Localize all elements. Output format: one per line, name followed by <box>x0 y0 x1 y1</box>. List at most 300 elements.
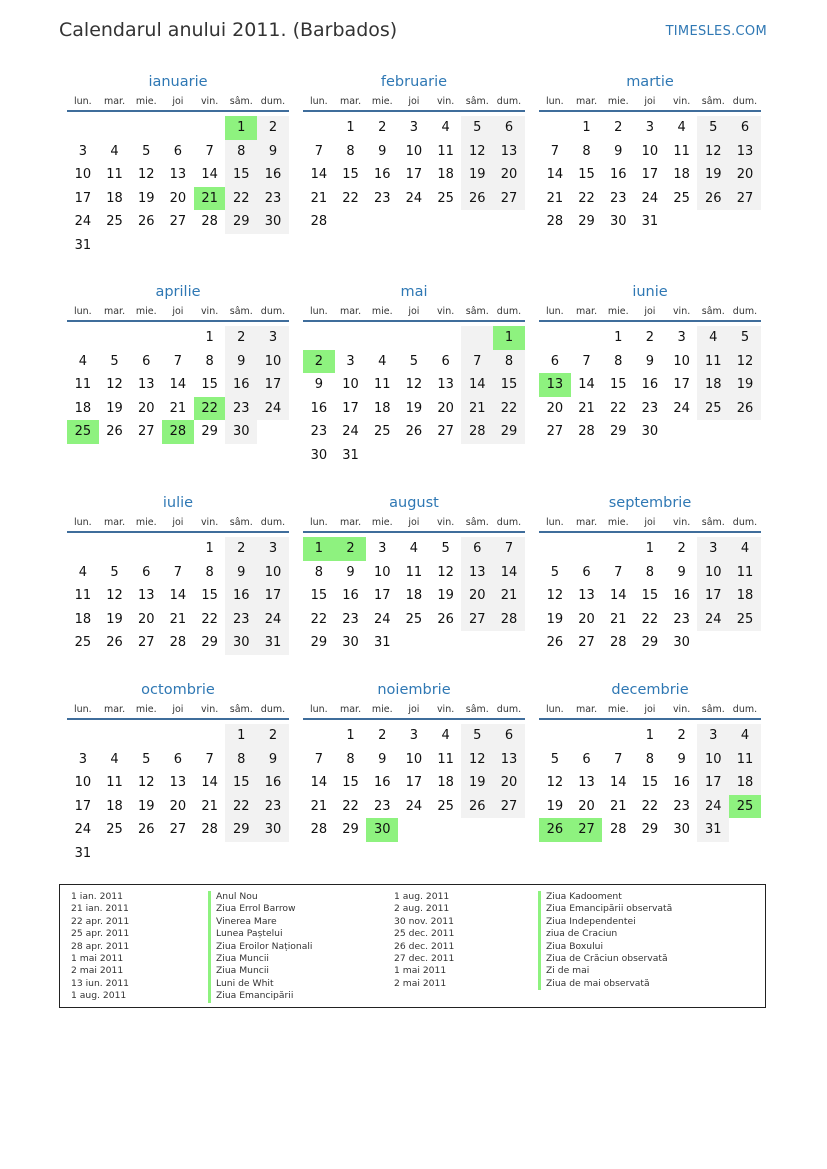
day-cell[interactable]: 6 <box>550 353 559 369</box>
day-cell[interactable]: 18 <box>729 584 761 608</box>
day-cell[interactable]: 23 <box>373 798 391 814</box>
day-cell[interactable]: 28 <box>201 214 218 230</box>
day-cell[interactable]: 17 <box>405 167 423 183</box>
day-cell[interactable]: 15 <box>310 588 328 604</box>
day-cell[interactable]: 11 <box>437 751 454 767</box>
day-cell[interactable]: 24 <box>697 795 729 819</box>
holiday-day-cell[interactable]: 2 <box>303 350 335 374</box>
day-cell[interactable]: 5 <box>142 143 151 159</box>
day-cell[interactable]: 11 <box>405 564 423 580</box>
day-cell[interactable]: 24 <box>673 400 690 416</box>
day-cell[interactable]: 28 <box>546 214 564 230</box>
day-cell[interactable]: 11 <box>697 350 729 374</box>
day-cell[interactable]: 21 <box>609 798 627 814</box>
day-cell[interactable]: 8 <box>582 143 591 159</box>
day-cell[interactable]: 22 <box>310 611 328 627</box>
day-cell[interactable]: 14 <box>201 775 218 791</box>
day-cell[interactable]: 22 <box>641 798 659 814</box>
day-cell[interactable]: 7 <box>205 751 214 767</box>
day-cell[interactable]: 18 <box>106 190 123 206</box>
day-cell[interactable]: 21 <box>169 400 187 416</box>
day-cell[interactable]: 29 <box>201 635 218 651</box>
day-cell[interactable]: 6 <box>142 564 151 580</box>
day-cell[interactable]: 9 <box>677 564 686 580</box>
day-cell[interactable]: 13 <box>578 588 595 604</box>
day-cell[interactable]: 8 <box>205 564 214 580</box>
day-cell[interactable]: 23 <box>310 424 328 440</box>
day-cell[interactable]: 11 <box>729 561 761 585</box>
day-cell[interactable]: 7 <box>582 353 591 369</box>
day-cell[interactable]: 12 <box>137 775 155 791</box>
day-cell[interactable]: 28 <box>493 608 525 632</box>
day-cell[interactable]: 16 <box>673 588 690 604</box>
day-cell[interactable]: 6 <box>582 751 591 767</box>
day-cell[interactable]: 26 <box>729 397 761 421</box>
day-cell[interactable]: 24 <box>405 190 423 206</box>
day-cell[interactable]: 18 <box>74 400 92 416</box>
day-cell[interactable]: 3 <box>409 120 419 135</box>
day-cell[interactable]: 20 <box>493 163 525 187</box>
day-cell[interactable]: 19 <box>461 163 493 187</box>
day-cell[interactable]: 17 <box>641 167 659 183</box>
day-cell[interactable]: 25 <box>74 635 92 651</box>
day-cell[interactable]: 10 <box>74 775 92 791</box>
day-cell[interactable]: 1 <box>614 330 623 345</box>
day-cell[interactable]: 30 <box>609 214 627 230</box>
holiday-day-cell[interactable]: 1 <box>225 116 257 140</box>
day-cell[interactable]: 27 <box>461 608 493 632</box>
day-cell[interactable]: 3 <box>78 751 87 767</box>
day-cell[interactable]: 8 <box>346 143 355 159</box>
day-cell[interactable]: 26 <box>546 635 564 651</box>
day-cell[interactable]: 1 <box>346 120 355 135</box>
day-cell[interactable]: 21 <box>201 798 218 814</box>
day-cell[interactable]: 27 <box>546 424 564 440</box>
day-cell[interactable]: 6 <box>173 751 183 767</box>
day-cell[interactable]: 17 <box>74 190 92 206</box>
day-cell[interactable]: 8 <box>346 751 355 767</box>
day-cell[interactable]: 12 <box>729 350 761 374</box>
day-cell[interactable]: 12 <box>437 564 454 580</box>
day-cell[interactable]: 3 <box>378 541 387 556</box>
holiday-day-cell[interactable]: 21 <box>194 187 226 211</box>
day-cell[interactable]: 5 <box>409 353 419 369</box>
day-cell[interactable]: 25 <box>697 397 729 421</box>
day-cell[interactable]: 14 <box>201 167 218 183</box>
day-cell[interactable]: 8 <box>614 353 623 369</box>
day-cell[interactable]: 30 <box>257 210 289 234</box>
day-cell[interactable]: 19 <box>137 190 155 206</box>
day-cell[interactable]: 3 <box>346 353 355 369</box>
day-cell[interactable]: 23 <box>257 795 289 819</box>
day-cell[interactable]: 29 <box>641 822 659 838</box>
day-cell[interactable]: 27 <box>729 187 761 211</box>
day-cell[interactable]: 16 <box>373 775 391 791</box>
day-cell[interactable]: 18 <box>697 373 729 397</box>
day-cell[interactable]: 5 <box>697 116 729 140</box>
day-cell[interactable]: 2 <box>677 728 686 743</box>
day-cell[interactable]: 9 <box>346 564 355 580</box>
day-cell[interactable]: 24 <box>697 608 729 632</box>
holiday-day-cell[interactable]: 2 <box>335 537 367 561</box>
day-cell[interactable]: 1 <box>346 728 355 743</box>
day-cell[interactable]: 5 <box>550 564 559 580</box>
day-cell[interactable]: 25 <box>673 190 690 206</box>
day-cell[interactable]: 25 <box>437 190 454 206</box>
day-cell[interactable]: 25 <box>405 611 423 627</box>
day-cell[interactable]: 13 <box>578 775 595 791</box>
day-cell[interactable]: 16 <box>673 775 690 791</box>
day-cell[interactable]: 10 <box>641 143 659 159</box>
day-cell[interactable]: 23 <box>641 400 659 416</box>
day-cell[interactable]: 12 <box>461 140 493 164</box>
day-cell[interactable]: 1 <box>582 120 591 135</box>
day-cell[interactable]: 3 <box>257 326 289 350</box>
day-cell[interactable]: 2 <box>378 728 387 743</box>
day-cell[interactable]: 8 <box>225 748 257 772</box>
day-cell[interactable]: 18 <box>437 167 454 183</box>
day-cell[interactable]: 19 <box>106 400 123 416</box>
day-cell[interactable]: 17 <box>342 400 359 416</box>
day-cell[interactable]: 15 <box>225 163 257 187</box>
day-cell[interactable]: 12 <box>546 588 564 604</box>
day-cell[interactable]: 29 <box>201 424 218 440</box>
day-cell[interactable]: 13 <box>169 775 187 791</box>
day-cell[interactable]: 19 <box>461 771 493 795</box>
day-cell[interactable]: 23 <box>257 187 289 211</box>
day-cell[interactable]: 5 <box>110 564 119 580</box>
day-cell[interactable]: 9 <box>314 377 323 393</box>
day-cell[interactable]: 18 <box>405 588 423 604</box>
day-cell[interactable]: 3 <box>257 537 289 561</box>
day-cell[interactable]: 25 <box>373 424 391 440</box>
day-cell[interactable]: 31 <box>641 214 659 230</box>
day-cell[interactable]: 11 <box>729 748 761 772</box>
day-cell[interactable]: 6 <box>493 116 525 140</box>
day-cell[interactable]: 2 <box>614 120 623 135</box>
day-cell[interactable]: 2 <box>378 120 387 135</box>
day-cell[interactable]: 20 <box>461 584 493 608</box>
day-cell[interactable]: 15 <box>342 775 359 791</box>
day-cell[interactable]: 27 <box>578 635 595 651</box>
day-cell[interactable]: 12 <box>697 140 729 164</box>
day-cell[interactable]: 14 <box>310 775 328 791</box>
day-cell[interactable]: 13 <box>437 377 454 393</box>
day-cell[interactable]: 24 <box>74 822 92 838</box>
day-cell[interactable]: 28 <box>201 822 218 838</box>
day-cell[interactable]: 21 <box>493 584 525 608</box>
day-cell[interactable]: 7 <box>173 353 183 369</box>
day-cell[interactable]: 27 <box>437 424 454 440</box>
day-cell[interactable]: 1 <box>225 724 257 748</box>
day-cell[interactable]: 13 <box>137 588 155 604</box>
day-cell[interactable]: 4 <box>729 537 761 561</box>
day-cell[interactable]: 12 <box>106 377 123 393</box>
day-cell[interactable]: 9 <box>645 353 655 369</box>
day-cell[interactable]: 29 <box>578 214 595 230</box>
day-cell[interactable]: 12 <box>106 588 123 604</box>
day-cell[interactable]: 21 <box>609 611 627 627</box>
day-cell[interactable]: 9 <box>677 751 686 767</box>
day-cell[interactable]: 16 <box>310 400 328 416</box>
day-cell[interactable]: 17 <box>697 771 729 795</box>
day-cell[interactable]: 11 <box>437 143 454 159</box>
day-cell[interactable]: 15 <box>225 771 257 795</box>
day-cell[interactable]: 1 <box>205 330 214 345</box>
day-cell[interactable]: 23 <box>373 190 391 206</box>
day-cell[interactable]: 21 <box>310 798 328 814</box>
day-cell[interactable]: 6 <box>461 537 493 561</box>
holiday-day-cell[interactable]: 13 <box>539 373 571 397</box>
day-cell[interactable]: 15 <box>641 775 659 791</box>
day-cell[interactable]: 14 <box>493 561 525 585</box>
day-cell[interactable]: 10 <box>405 751 423 767</box>
day-cell[interactable]: 8 <box>645 751 655 767</box>
day-cell[interactable]: 4 <box>78 353 87 369</box>
day-cell[interactable]: 1 <box>645 541 655 556</box>
day-cell[interactable]: 7 <box>550 143 559 159</box>
day-cell[interactable]: 16 <box>225 373 257 397</box>
day-cell[interactable]: 22 <box>609 400 627 416</box>
day-cell[interactable]: 22 <box>225 795 257 819</box>
day-cell[interactable]: 27 <box>493 187 525 211</box>
day-cell[interactable]: 11 <box>106 775 123 791</box>
day-cell[interactable]: 12 <box>546 775 564 791</box>
day-cell[interactable]: 13 <box>493 140 525 164</box>
day-cell[interactable]: 24 <box>405 798 423 814</box>
day-cell[interactable]: 26 <box>461 187 493 211</box>
day-cell[interactable]: 27 <box>137 635 155 651</box>
day-cell[interactable]: 27 <box>169 214 187 230</box>
day-cell[interactable]: 2 <box>225 326 257 350</box>
day-cell[interactable]: 14 <box>310 167 328 183</box>
day-cell[interactable]: 22 <box>342 190 359 206</box>
day-cell[interactable]: 17 <box>373 588 391 604</box>
day-cell[interactable]: 5 <box>729 326 761 350</box>
day-cell[interactable]: 28 <box>169 635 187 651</box>
day-cell[interactable]: 3 <box>677 330 686 345</box>
day-cell[interactable]: 19 <box>546 611 564 627</box>
day-cell[interactable]: 7 <box>493 537 525 561</box>
day-cell[interactable]: 20 <box>578 611 595 627</box>
day-cell[interactable]: 23 <box>673 611 690 627</box>
day-cell[interactable]: 3 <box>697 537 729 561</box>
holiday-day-cell[interactable]: 26 <box>539 818 571 842</box>
day-cell[interactable]: 21 <box>169 611 187 627</box>
day-cell[interactable]: 16 <box>342 588 359 604</box>
day-cell[interactable]: 8 <box>314 564 323 580</box>
day-cell[interactable]: 29 <box>609 424 627 440</box>
day-cell[interactable]: 12 <box>137 167 155 183</box>
day-cell[interactable]: 4 <box>677 120 686 135</box>
day-cell[interactable]: 31 <box>74 845 92 861</box>
brand-link[interactable]: TIMESLES.COM <box>665 24 767 39</box>
day-cell[interactable]: 29 <box>225 210 257 234</box>
day-cell[interactable]: 16 <box>609 167 627 183</box>
day-cell[interactable]: 4 <box>409 541 419 556</box>
day-cell[interactable]: 4 <box>110 751 119 767</box>
day-cell[interactable]: 2 <box>677 541 686 556</box>
day-cell[interactable]: 1 <box>205 541 214 556</box>
day-cell[interactable]: 7 <box>461 350 493 374</box>
day-cell[interactable]: 30 <box>225 631 257 655</box>
day-cell[interactable]: 29 <box>641 635 659 651</box>
day-cell[interactable]: 22 <box>493 397 525 421</box>
day-cell[interactable]: 15 <box>201 377 218 393</box>
day-cell[interactable]: 24 <box>373 611 391 627</box>
day-cell[interactable]: 18 <box>729 771 761 795</box>
day-cell[interactable]: 5 <box>142 751 151 767</box>
day-cell[interactable]: 27 <box>137 424 155 440</box>
day-cell[interactable]: 11 <box>106 167 123 183</box>
day-cell[interactable]: 21 <box>310 190 328 206</box>
day-cell[interactable]: 19 <box>437 588 454 604</box>
day-cell[interactable]: 3 <box>78 143 87 159</box>
day-cell[interactable]: 31 <box>342 447 359 463</box>
day-cell[interactable]: 10 <box>342 377 359 393</box>
day-cell[interactable]: 7 <box>314 143 323 159</box>
day-cell[interactable]: 26 <box>106 424 123 440</box>
day-cell[interactable]: 22 <box>225 187 257 211</box>
day-cell[interactable]: 11 <box>74 588 92 604</box>
day-cell[interactable]: 11 <box>74 377 92 393</box>
day-cell[interactable]: 15 <box>342 167 359 183</box>
day-cell[interactable]: 15 <box>578 167 595 183</box>
day-cell[interactable]: 28 <box>609 822 627 838</box>
day-cell[interactable]: 31 <box>697 818 729 842</box>
day-cell[interactable]: 7 <box>173 564 183 580</box>
day-cell[interactable]: 29 <box>310 635 328 651</box>
day-cell[interactable]: 13 <box>461 561 493 585</box>
day-cell[interactable]: 13 <box>169 167 187 183</box>
day-cell[interactable]: 5 <box>550 751 559 767</box>
day-cell[interactable]: 11 <box>673 143 690 159</box>
holiday-day-cell[interactable]: 28 <box>162 420 194 444</box>
day-cell[interactable]: 9 <box>225 350 257 374</box>
day-cell[interactable]: 4 <box>441 728 450 743</box>
day-cell[interactable]: 14 <box>169 377 187 393</box>
day-cell[interactable]: 3 <box>409 728 419 743</box>
day-cell[interactable]: 21 <box>546 190 564 206</box>
day-cell[interactable]: 7 <box>205 143 214 159</box>
day-cell[interactable]: 25 <box>729 608 761 632</box>
day-cell[interactable]: 19 <box>137 798 155 814</box>
day-cell[interactable]: 21 <box>578 400 595 416</box>
day-cell[interactable]: 19 <box>729 373 761 397</box>
day-cell[interactable]: 20 <box>169 798 187 814</box>
day-cell[interactable]: 26 <box>697 187 729 211</box>
day-cell[interactable]: 6 <box>441 353 450 369</box>
day-cell[interactable]: 10 <box>373 564 391 580</box>
day-cell[interactable]: 17 <box>405 775 423 791</box>
day-cell[interactable]: 7 <box>614 564 623 580</box>
day-cell[interactable]: 6 <box>142 353 151 369</box>
day-cell[interactable]: 23 <box>673 798 690 814</box>
day-cell[interactable]: 17 <box>74 798 92 814</box>
day-cell[interactable]: 22 <box>201 611 218 627</box>
day-cell[interactable]: 9 <box>257 140 289 164</box>
day-cell[interactable]: 5 <box>110 353 119 369</box>
day-cell[interactable]: 3 <box>697 724 729 748</box>
day-cell[interactable]: 2 <box>225 537 257 561</box>
day-cell[interactable]: 18 <box>74 611 92 627</box>
day-cell[interactable]: 30 <box>257 818 289 842</box>
day-cell[interactable]: 26 <box>106 635 123 651</box>
day-cell[interactable]: 24 <box>342 424 359 440</box>
day-cell[interactable]: 20 <box>493 771 525 795</box>
day-cell[interactable]: 28 <box>310 822 328 838</box>
day-cell[interactable]: 9 <box>614 143 623 159</box>
day-cell[interactable]: 23 <box>225 608 257 632</box>
day-cell[interactable]: 8 <box>225 140 257 164</box>
day-cell[interactable]: 14 <box>609 775 627 791</box>
day-cell[interactable]: 10 <box>673 353 690 369</box>
day-cell[interactable]: 30 <box>225 420 257 444</box>
day-cell[interactable]: 20 <box>437 400 454 416</box>
day-cell[interactable]: 16 <box>225 584 257 608</box>
day-cell[interactable]: 15 <box>493 373 525 397</box>
day-cell[interactable]: 26 <box>137 822 155 838</box>
day-cell[interactable]: 27 <box>169 822 187 838</box>
day-cell[interactable]: 17 <box>673 377 690 393</box>
day-cell[interactable]: 30 <box>310 447 328 463</box>
day-cell[interactable]: 17 <box>697 584 729 608</box>
day-cell[interactable]: 4 <box>78 564 87 580</box>
day-cell[interactable]: 22 <box>342 798 359 814</box>
day-cell[interactable]: 6 <box>729 116 761 140</box>
day-cell[interactable]: 20 <box>578 798 595 814</box>
day-cell[interactable]: 20 <box>137 400 155 416</box>
day-cell[interactable]: 10 <box>697 748 729 772</box>
day-cell[interactable]: 14 <box>461 373 493 397</box>
day-cell[interactable]: 12 <box>461 748 493 772</box>
day-cell[interactable]: 12 <box>405 377 423 393</box>
day-cell[interactable]: 31 <box>373 635 391 651</box>
day-cell[interactable]: 30 <box>641 424 659 440</box>
day-cell[interactable]: 4 <box>697 326 729 350</box>
day-cell[interactable]: 28 <box>461 420 493 444</box>
day-cell[interactable]: 16 <box>641 377 659 393</box>
day-cell[interactable]: 24 <box>257 397 289 421</box>
day-cell[interactable]: 29 <box>225 818 257 842</box>
day-cell[interactable]: 20 <box>729 163 761 187</box>
day-cell[interactable]: 19 <box>106 611 123 627</box>
day-cell[interactable]: 5 <box>441 541 450 556</box>
day-cell[interactable]: 2 <box>257 724 289 748</box>
day-cell[interactable]: 26 <box>405 424 423 440</box>
day-cell[interactable]: 31 <box>257 631 289 655</box>
day-cell[interactable]: 15 <box>201 588 218 604</box>
day-cell[interactable]: 19 <box>546 798 564 814</box>
day-cell[interactable]: 13 <box>729 140 761 164</box>
holiday-day-cell[interactable]: 25 <box>729 795 761 819</box>
day-cell[interactable]: 26 <box>137 214 155 230</box>
day-cell[interactable]: 13 <box>137 377 155 393</box>
day-cell[interactable]: 11 <box>373 377 391 393</box>
day-cell[interactable]: 6 <box>173 143 183 159</box>
day-cell[interactable]: 31 <box>74 237 92 253</box>
day-cell[interactable]: 14 <box>578 377 595 393</box>
day-cell[interactable]: 20 <box>169 190 187 206</box>
day-cell[interactable]: 2 <box>645 330 655 345</box>
day-cell[interactable]: 30 <box>673 635 690 651</box>
day-cell[interactable]: 16 <box>257 163 289 187</box>
day-cell[interactable]: 5 <box>461 116 493 140</box>
day-cell[interactable]: 29 <box>493 420 525 444</box>
day-cell[interactable]: 28 <box>578 424 595 440</box>
day-cell[interactable]: 23 <box>225 397 257 421</box>
day-cell[interactable]: 14 <box>546 167 564 183</box>
